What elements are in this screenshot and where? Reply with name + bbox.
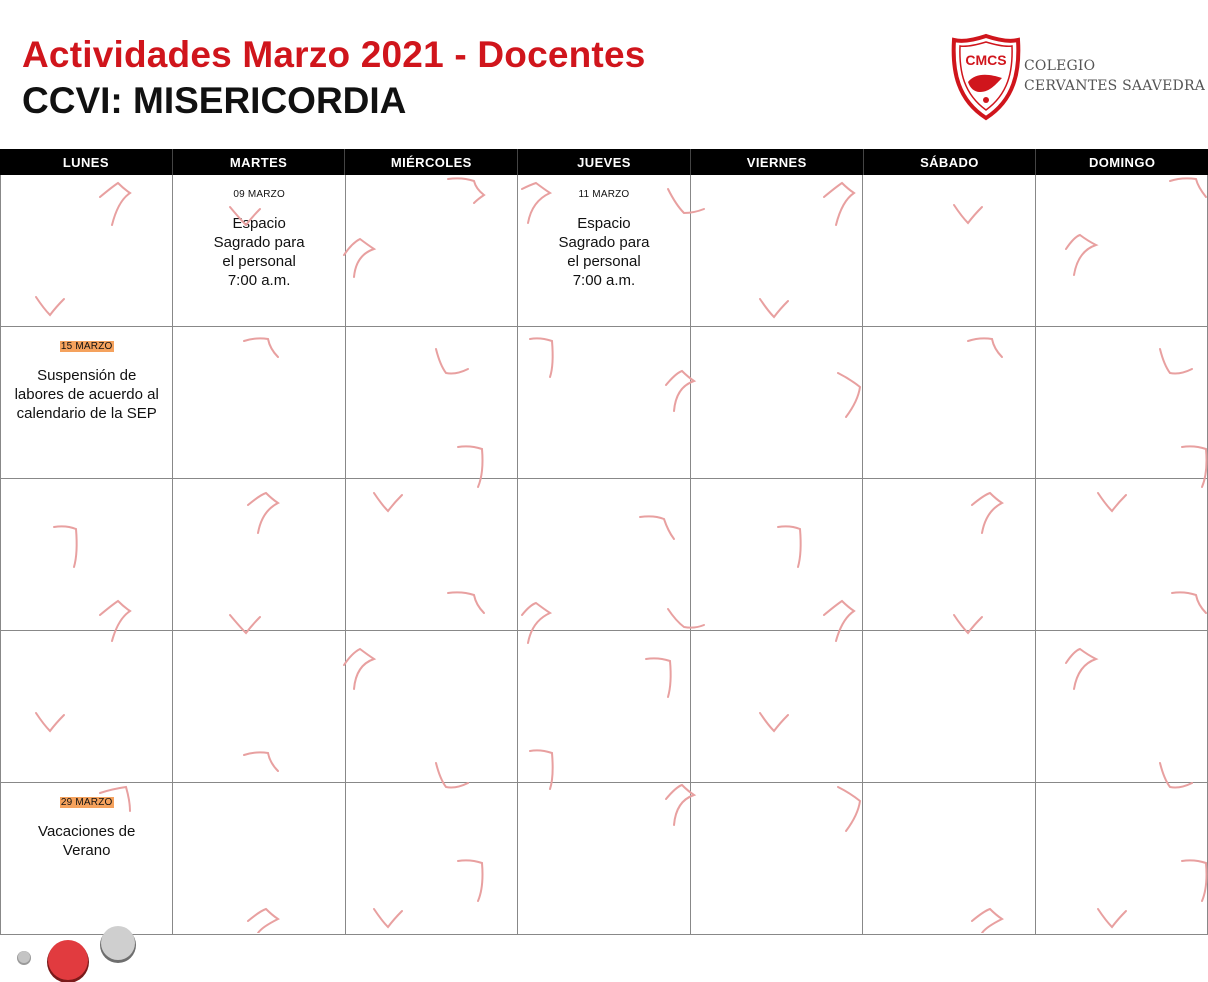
school-logo — [950, 32, 1206, 124]
calendar-day — [863, 631, 1035, 782]
decorative-dots — [0, 920, 160, 982]
calendar-day — [1, 479, 173, 630]
event-text: Vacaciones de Verano — [38, 823, 136, 859]
page-subtitle: CCVI: MISERICORDIA — [22, 80, 407, 121]
weekday-saturday: SÁBADO — [864, 149, 1037, 175]
calendar-day — [691, 175, 863, 326]
school-name — [1024, 56, 1205, 96]
calendar-day — [691, 783, 863, 934]
calendar-day — [346, 479, 518, 630]
calendar-day — [173, 783, 345, 934]
calendar-day — [173, 327, 345, 478]
event-date: 29 MARZO — [60, 797, 113, 808]
calendar-day — [863, 175, 1035, 326]
calendar-day — [1036, 631, 1208, 782]
calendar-grid — [0, 175, 1208, 935]
calendar-day — [173, 479, 345, 630]
calendar-day — [1036, 327, 1208, 478]
calendar-week — [1, 479, 1208, 631]
event-text: Suspensión de labores de acuerdo al calendario de la SEP — [14, 367, 159, 422]
calendar-day — [346, 327, 518, 478]
calendar-day — [1, 327, 173, 478]
calendar-day — [346, 783, 518, 934]
calendar-day — [1036, 479, 1208, 630]
calendar-day — [518, 327, 690, 478]
calendar-day — [518, 631, 690, 782]
calendar-week — [1, 783, 1208, 935]
calendar-day — [518, 479, 690, 630]
calendar-day — [863, 327, 1035, 478]
school-name-line1: COLEGIO — [1024, 58, 1096, 74]
event-text: Espacio Sagrado para el personal 7:00 a.m. — [213, 215, 305, 289]
event-date: 15 MARZO — [60, 341, 113, 352]
event-date: 11 MARZO — [578, 189, 630, 200]
decorative-dot-icon — [48, 940, 88, 980]
calendar-day — [1, 783, 173, 934]
weekday-sunday: DOMINGO — [1088, 154, 1156, 170]
school-crest-icon — [950, 32, 1022, 124]
calendar-day — [346, 175, 518, 326]
calendar-day — [173, 631, 345, 782]
calendar-day — [691, 631, 863, 782]
calendar-day — [691, 479, 863, 630]
event-date: 09 MARZO — [233, 189, 285, 200]
calendar-day — [1, 175, 173, 326]
event-text: Espacio Sagrado para el personal 7:00 a.m. — [558, 215, 650, 289]
calendar-day — [1, 631, 173, 782]
calendar-day — [518, 175, 690, 326]
calendar-day — [173, 175, 345, 326]
weekday-friday: VIERNES — [691, 149, 864, 175]
calendar — [0, 149, 1208, 935]
calendar-day — [346, 631, 518, 782]
calendar-day — [863, 479, 1035, 630]
calendar-day — [863, 783, 1035, 934]
decorative-dot-icon — [101, 926, 135, 960]
school-name-line2: CERVANTES SAAVEDRA — [1024, 78, 1206, 94]
weekday-monday: LUNES — [0, 149, 173, 175]
calendar-day — [518, 783, 690, 934]
weekday-wednesday: MIÉRCOLES — [345, 149, 518, 175]
calendar-day — [691, 327, 863, 478]
decorative-dot-icon — [18, 951, 30, 963]
calendar-day — [1036, 783, 1208, 934]
calendar-day — [1036, 175, 1208, 326]
page-title: Actividades Marzo 2021 - Docentes — [22, 34, 646, 75]
calendar-week — [1, 175, 1208, 327]
weekday-tuesday: MARTES — [173, 149, 346, 175]
svg-text:CMCS: CMCS — [965, 52, 1007, 68]
weekday-thursday: JUEVES — [518, 149, 691, 175]
calendar-week — [1, 327, 1208, 479]
calendar-week — [1, 631, 1208, 783]
weekday-header — [0, 149, 1208, 175]
